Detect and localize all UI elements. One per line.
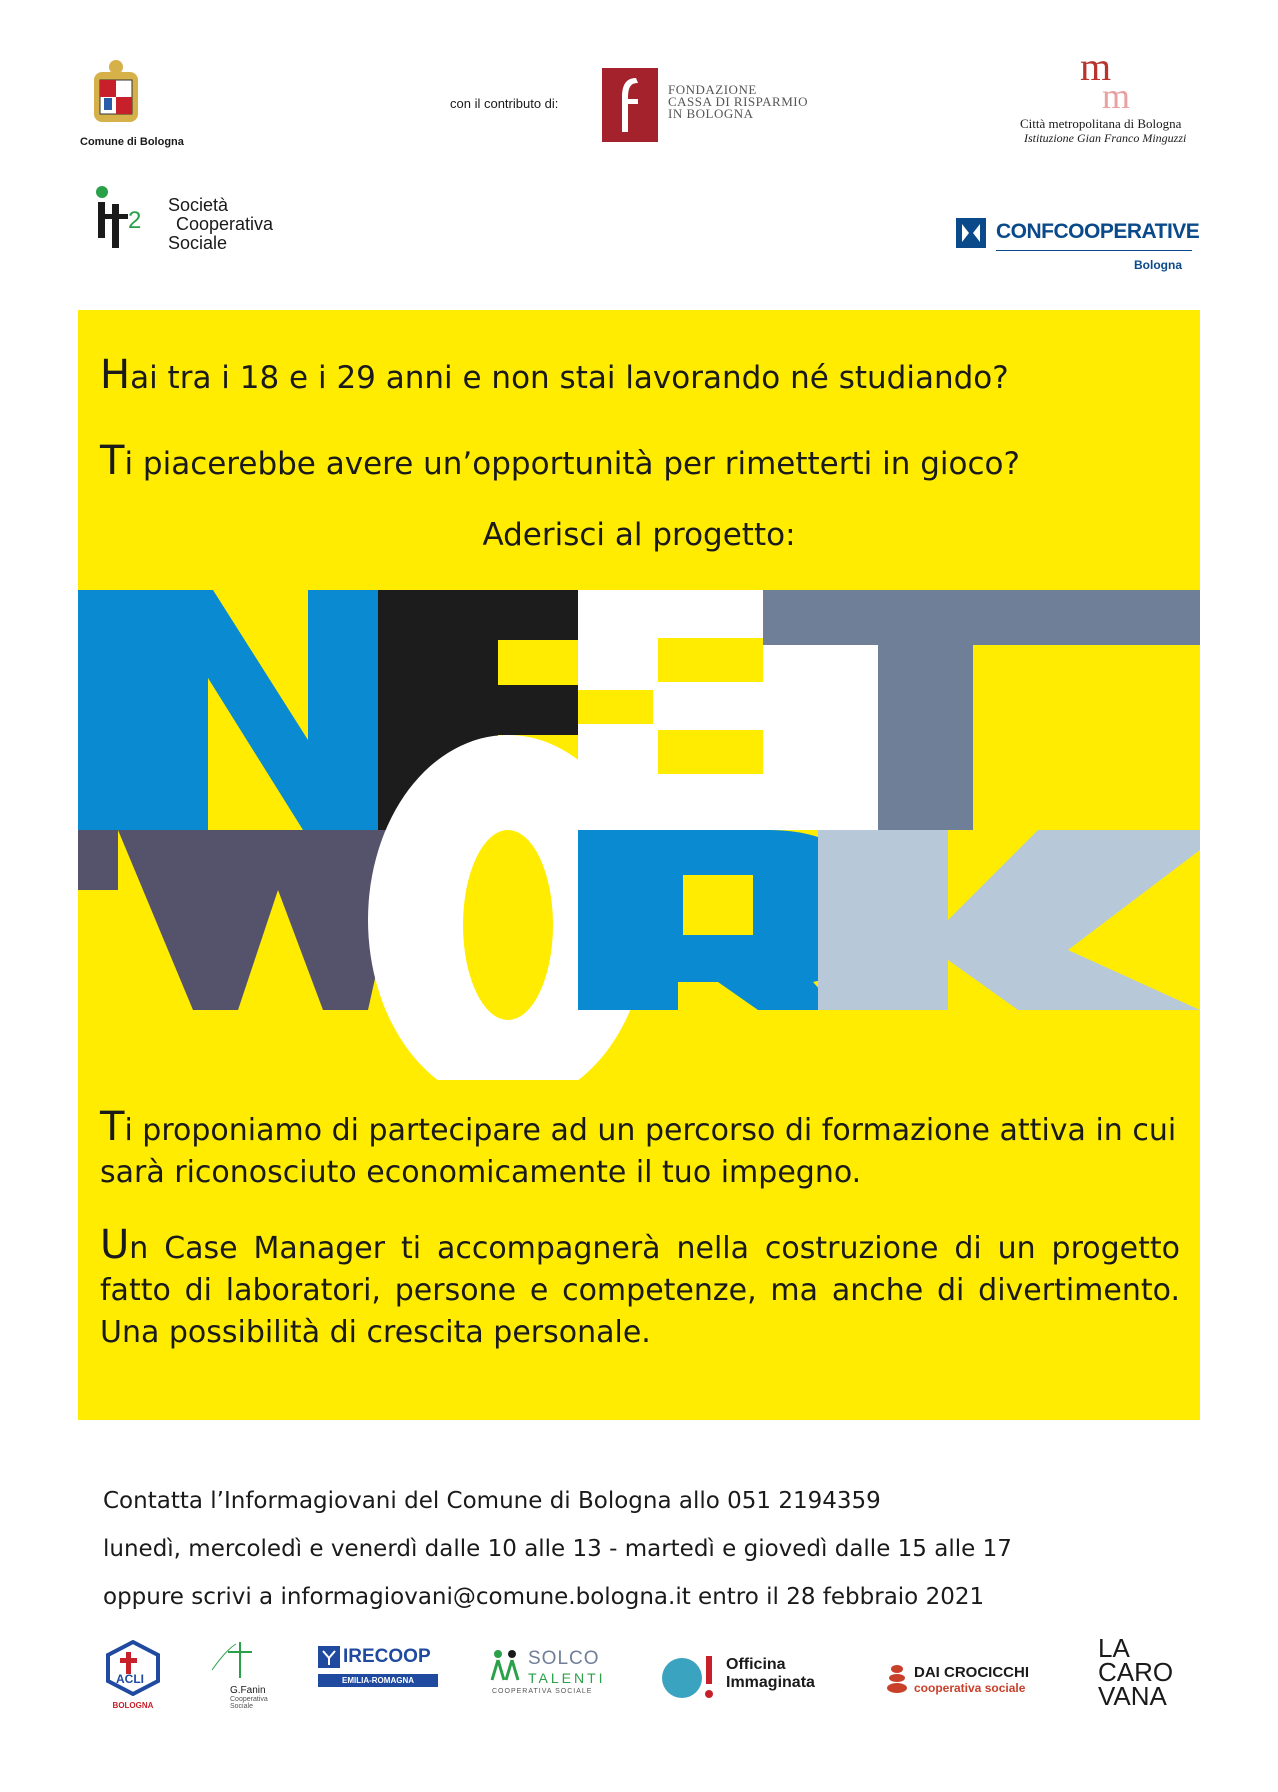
- confcooperative-city: Bologna: [1134, 258, 1182, 272]
- metro-name: Città metropolitana di Bologna: [1020, 116, 1182, 131]
- contact-phone: Contatta l’Informagiovani del Comune di Bologna allo 051 2194359: [103, 1488, 881, 1514]
- logo-letter-w: [78, 830, 408, 1010]
- logo-letter-t: [763, 590, 1200, 830]
- question-age: [100, 352, 1009, 398]
- fondazione-line: FONDAZIONE: [668, 82, 757, 97]
- fondazione-logo-icon: [602, 68, 658, 142]
- paragraph-text: i proponiamo di partecipare ad un percorso di formazione attiva in cui sarà riconosciuto economicamente il tuo impegno.: [100, 1113, 1177, 1190]
- minguzzi-logo-icon: [1076, 48, 1156, 112]
- question-text: i piacerebbe avere un’opportunità per rimetterti in gioco?: [124, 446, 1020, 482]
- paragraph-case-manager: [100, 1224, 1180, 1354]
- crocicchi-sub: cooperativa sociale: [914, 1681, 1026, 1695]
- confcooperative-icon: [956, 218, 986, 248]
- fanin-icon: [210, 1640, 270, 1680]
- fondazione-name: [668, 84, 808, 120]
- logo-letter-k: [818, 830, 1200, 1010]
- carovana-line: LA: [1098, 1633, 1130, 1663]
- carovana-line: CARO: [1098, 1657, 1174, 1687]
- irecoop-icon: [318, 1646, 340, 1668]
- contact-hours: lunedì, mercoledì e venerdì dalle 10 alle 13 - martedì e giovedì dalle 15 alle 17: [103, 1536, 1012, 1562]
- irecoop-name: IRECOOP: [343, 1646, 431, 1667]
- neet-work-logo: [78, 590, 1200, 1080]
- contact-email: oppure scrivi a informagiovani@comune.bologna.it entro il 28 febbraio 2021: [103, 1584, 985, 1610]
- la-carovana-logo: [1098, 1633, 1178, 1711]
- acli-hexagon-icon: [104, 1640, 162, 1696]
- comune-label: Comune di Bologna: [80, 136, 184, 148]
- svg-text:2: 2: [128, 207, 142, 234]
- officina-logo: [662, 1656, 852, 1692]
- svg-text:m: m: [1102, 76, 1131, 112]
- drop-cap: T: [100, 438, 125, 484]
- paragraph-training: [100, 1106, 1180, 1194]
- drop-cap: U: [100, 1222, 130, 1268]
- officina-icon: [662, 1656, 716, 1702]
- comune-crest-icon: [88, 58, 144, 128]
- solco-name2: TALENTI: [528, 1670, 606, 1686]
- drop-cap: H: [100, 352, 131, 398]
- paragraph-text: n Case Manager ti accompagnerà nella costruzione di un progetto fatto di laboratori, persone e competenze, ma anche di divertimento. Una possibilità di crescita personale.: [100, 1231, 1180, 1350]
- officina-name2: Immaginata: [726, 1674, 815, 1691]
- logo-letter-n: [78, 590, 428, 830]
- carovana-line: VANA: [1098, 1681, 1167, 1711]
- acli-name: ACLI: [116, 1672, 144, 1686]
- confcooperative-divider: [996, 250, 1192, 251]
- it2-name: [168, 196, 273, 253]
- crocicchi-name: DAI CROCICCHI: [914, 1664, 1029, 1681]
- fanin-sub: Cooperativa Sociale: [230, 1696, 268, 1710]
- officina-name1: Officina: [726, 1656, 786, 1673]
- main-panel: [78, 310, 1200, 1420]
- solco-talenti-logo: [488, 1648, 618, 1695]
- fondazione-line: CASSA DI RISPARMIO: [668, 94, 809, 109]
- fanin-logo: [210, 1640, 290, 1710]
- join-project: Aderisci al progetto:: [482, 517, 796, 553]
- acli-logo: [104, 1640, 162, 1710]
- svg-text:m: m: [1080, 48, 1112, 89]
- it2-logo-icon: [88, 184, 158, 254]
- crocicchi-stones-icon: [886, 1664, 908, 1698]
- solco-sub: COOPERATIVA SOCIALE: [492, 1688, 593, 1695]
- solco-name: SOLCO: [528, 1648, 600, 1669]
- acli-city: BOLOGNA: [112, 1701, 154, 1710]
- solco-people-icon: [488, 1648, 522, 1684]
- it2-line: Sociale: [168, 233, 228, 253]
- drop-cap: T: [100, 1104, 125, 1150]
- question-text: ai tra i 18 e i 29 anni e non stai lavorando né studiando?: [130, 360, 1009, 396]
- irecoop-region: EMILIA-ROMAGNA: [318, 1674, 438, 1687]
- irecoop-logo: [318, 1646, 438, 1687]
- minguzzi-name: Istituzione Gian Franco Minguzzi: [1024, 131, 1187, 145]
- fanin-name: G.Fanin: [230, 1685, 266, 1696]
- confcooperative-name: CONFCOOPERATIVE: [996, 220, 1200, 243]
- dai-crocicchi-logo: [886, 1664, 1056, 1695]
- contribution-label: con il contributo di:: [450, 96, 559, 111]
- it2-line: Società: [168, 195, 229, 215]
- fondazione-line: IN BOLOGNA: [668, 106, 754, 121]
- question-opportunity: [100, 438, 1020, 484]
- it2-line: Cooperativa: [176, 214, 274, 234]
